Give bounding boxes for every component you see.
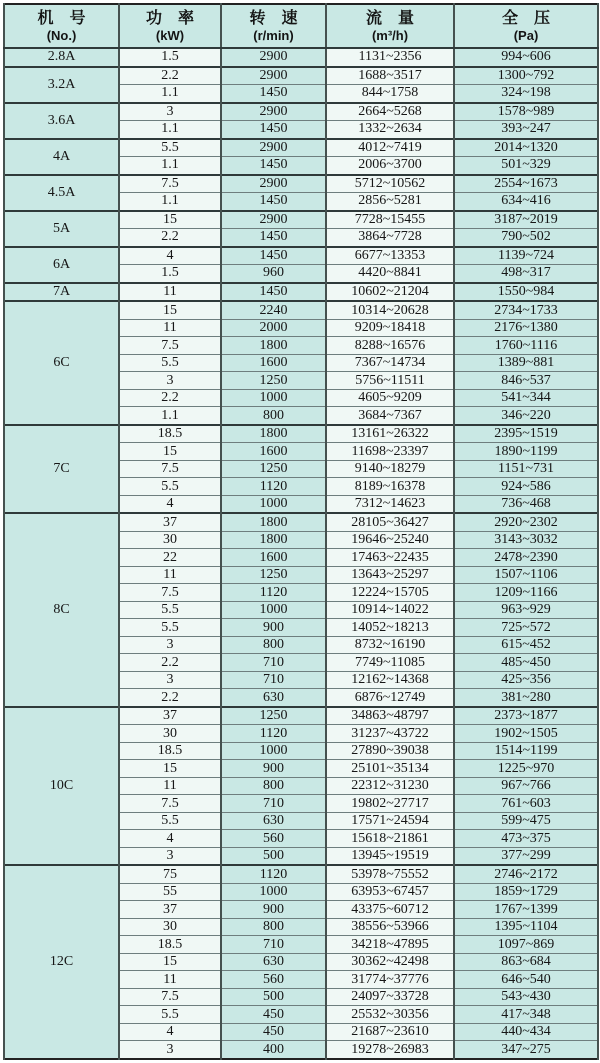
flow-cell: 2856~5281 <box>326 193 454 211</box>
power-cell: 15 <box>119 443 221 461</box>
flow-cell: 11698~23397 <box>326 443 454 461</box>
power-cell: 55 <box>119 883 221 901</box>
pressure-cell: 994~606 <box>454 48 598 67</box>
pressure-cell: 1151~731 <box>454 460 598 478</box>
power-cell: 7.5 <box>119 175 221 193</box>
power-cell: 5.5 <box>119 354 221 372</box>
speed-cell: 1450 <box>221 85 326 103</box>
model-cell: 3.2A <box>4 67 119 103</box>
power-cell: 11 <box>119 566 221 584</box>
power-cell: 5.5 <box>119 478 221 496</box>
pressure-cell: 440~434 <box>454 1023 598 1041</box>
pressure-cell: 498~317 <box>454 265 598 283</box>
table-row <box>4 865 598 883</box>
power-cell: 3 <box>119 671 221 689</box>
power-cell: 11 <box>119 283 221 302</box>
table-row <box>4 513 598 531</box>
pressure-cell: 2014~1320 <box>454 139 598 157</box>
model-cell: 10C <box>4 707 119 866</box>
speed-cell: 800 <box>221 918 326 936</box>
header-power-title: 功 率 <box>145 9 194 27</box>
flow-cell: 30362~42498 <box>326 953 454 971</box>
model-cell: 5A <box>4 211 119 247</box>
power-cell: 15 <box>119 953 221 971</box>
speed-cell: 1450 <box>221 193 326 211</box>
pressure-cell: 761~603 <box>454 795 598 813</box>
pressure-cell: 473~375 <box>454 830 598 848</box>
header-speed <box>221 4 326 48</box>
speed-cell: 2900 <box>221 103 326 121</box>
flow-cell: 38556~53966 <box>326 918 454 936</box>
flow-cell: 4012~7419 <box>326 139 454 157</box>
flow-cell: 3864~7728 <box>326 229 454 247</box>
flow-cell: 1688~3517 <box>326 67 454 85</box>
speed-cell: 900 <box>221 760 326 778</box>
flow-cell: 10314~20628 <box>326 301 454 319</box>
speed-cell: 1120 <box>221 584 326 602</box>
speed-cell: 2900 <box>221 211 326 229</box>
power-cell: 11 <box>119 319 221 337</box>
power-cell: 30 <box>119 531 221 549</box>
flow-cell: 34218~47895 <box>326 936 454 954</box>
pressure-cell: 846~537 <box>454 372 598 390</box>
model-cell: 2.8A <box>4 48 119 67</box>
power-cell: 18.5 <box>119 425 221 443</box>
pressure-cell: 646~540 <box>454 971 598 989</box>
power-cell: 30 <box>119 918 221 936</box>
pressure-cell: 1225~970 <box>454 760 598 778</box>
header-speed-unit: (r/min) <box>253 27 294 43</box>
speed-cell: 1000 <box>221 742 326 760</box>
power-cell: 2.2 <box>119 654 221 672</box>
flow-cell: 31774~37776 <box>326 971 454 989</box>
speed-cell: 900 <box>221 901 326 919</box>
header-pressure-title: 全 压 <box>501 9 550 27</box>
model-cell: 3.6A <box>4 103 119 139</box>
pressure-cell: 736~468 <box>454 495 598 513</box>
flow-cell: 31237~43722 <box>326 725 454 743</box>
flow-cell: 6677~13353 <box>326 247 454 265</box>
header-flow <box>326 4 454 48</box>
speed-cell: 1800 <box>221 337 326 355</box>
speed-cell: 1000 <box>221 389 326 407</box>
table-row <box>4 425 598 443</box>
speed-cell: 1250 <box>221 372 326 390</box>
pressure-cell: 2395~1519 <box>454 425 598 443</box>
speed-cell: 1600 <box>221 549 326 567</box>
speed-cell: 710 <box>221 795 326 813</box>
speed-cell: 1450 <box>221 121 326 139</box>
header-row <box>4 4 598 48</box>
flow-cell: 4420~8841 <box>326 265 454 283</box>
flow-cell: 10914~14022 <box>326 601 454 619</box>
flow-cell: 14052~18213 <box>326 619 454 637</box>
speed-cell: 1250 <box>221 707 326 725</box>
flow-cell: 53978~75552 <box>326 865 454 883</box>
pressure-cell: 1395~1104 <box>454 918 598 936</box>
speed-cell: 1800 <box>221 531 326 549</box>
flow-cell: 13643~25297 <box>326 566 454 584</box>
flow-cell: 22312~31230 <box>326 777 454 795</box>
table-row <box>4 175 598 193</box>
speed-cell: 1250 <box>221 566 326 584</box>
pressure-cell: 1767~1399 <box>454 901 598 919</box>
power-cell: 4 <box>119 247 221 265</box>
pressure-cell: 425~356 <box>454 671 598 689</box>
flow-cell: 13945~19519 <box>326 847 454 865</box>
power-cell: 4 <box>119 495 221 513</box>
pressure-cell: 1760~1116 <box>454 337 598 355</box>
flow-cell: 13161~26322 <box>326 425 454 443</box>
table-header <box>4 4 598 48</box>
speed-cell: 1450 <box>221 247 326 265</box>
pressure-cell: 2478~2390 <box>454 549 598 567</box>
pressure-cell: 1300~792 <box>454 67 598 85</box>
header-flow-title: 流 量 <box>365 9 414 27</box>
power-cell: 15 <box>119 760 221 778</box>
power-cell: 37 <box>119 513 221 531</box>
header-model <box>4 4 119 48</box>
power-cell: 75 <box>119 865 221 883</box>
header-pressure-unit: (Pa) <box>513 27 539 43</box>
pressure-cell: 790~502 <box>454 229 598 247</box>
pressure-cell: 2373~1877 <box>454 707 598 725</box>
speed-cell: 630 <box>221 953 326 971</box>
speed-cell: 1120 <box>221 725 326 743</box>
pressure-cell: 634~416 <box>454 193 598 211</box>
flow-cell: 2664~5268 <box>326 103 454 121</box>
speed-cell: 710 <box>221 671 326 689</box>
pressure-cell: 1389~881 <box>454 354 598 372</box>
power-cell: 2.2 <box>119 229 221 247</box>
table-row <box>4 48 598 67</box>
speed-cell: 1450 <box>221 283 326 302</box>
table-body <box>4 48 598 1059</box>
power-cell: 1.1 <box>119 121 221 139</box>
power-cell: 2.2 <box>119 67 221 85</box>
flow-cell: 5756~11511 <box>326 372 454 390</box>
flow-cell: 6876~12749 <box>326 689 454 707</box>
flow-cell: 844~1758 <box>326 85 454 103</box>
speed-cell: 2900 <box>221 48 326 67</box>
header-model-title: 机 号 <box>37 9 86 27</box>
pressure-cell: 2554~1673 <box>454 175 598 193</box>
speed-cell: 450 <box>221 1023 326 1041</box>
speed-cell: 1120 <box>221 865 326 883</box>
power-cell: 5.5 <box>119 601 221 619</box>
pressure-cell: 725~572 <box>454 619 598 637</box>
pressure-cell: 541~344 <box>454 389 598 407</box>
speed-cell: 900 <box>221 619 326 637</box>
speed-cell: 1250 <box>221 460 326 478</box>
speed-cell: 2900 <box>221 139 326 157</box>
power-cell: 3 <box>119 636 221 654</box>
power-cell: 3 <box>119 1041 221 1059</box>
flow-cell: 19278~26983 <box>326 1041 454 1059</box>
power-cell: 18.5 <box>119 742 221 760</box>
pressure-cell: 2176~1380 <box>454 319 598 337</box>
pressure-cell: 324~198 <box>454 85 598 103</box>
pressure-cell: 2734~1733 <box>454 301 598 319</box>
header-model-unit: (No.) <box>46 27 77 43</box>
flow-cell: 34863~48797 <box>326 707 454 725</box>
header-power-unit: (kW) <box>155 27 185 43</box>
pressure-cell: 1097~869 <box>454 936 598 954</box>
fan-spec-table <box>3 3 599 1060</box>
power-cell: 37 <box>119 901 221 919</box>
power-cell: 11 <box>119 777 221 795</box>
speed-cell: 500 <box>221 847 326 865</box>
power-cell: 3 <box>119 847 221 865</box>
flow-cell: 19802~27717 <box>326 795 454 813</box>
flow-cell: 3684~7367 <box>326 407 454 425</box>
pressure-cell: 1578~989 <box>454 103 598 121</box>
power-cell: 1.5 <box>119 48 221 67</box>
flow-cell: 28105~36427 <box>326 513 454 531</box>
model-cell: 4A <box>4 139 119 175</box>
flow-cell: 21687~23610 <box>326 1023 454 1041</box>
power-cell: 2.2 <box>119 689 221 707</box>
power-cell: 2.2 <box>119 389 221 407</box>
speed-cell: 2900 <box>221 67 326 85</box>
power-cell: 11 <box>119 971 221 989</box>
flow-cell: 25101~35134 <box>326 760 454 778</box>
pressure-cell: 599~475 <box>454 812 598 830</box>
pressure-cell: 1902~1505 <box>454 725 598 743</box>
flow-cell: 5712~10562 <box>326 175 454 193</box>
pressure-cell: 3143~3032 <box>454 531 598 549</box>
model-cell: 7C <box>4 425 119 514</box>
power-cell: 7.5 <box>119 337 221 355</box>
power-cell: 5.5 <box>119 619 221 637</box>
power-cell: 1.1 <box>119 157 221 175</box>
speed-cell: 1450 <box>221 229 326 247</box>
flow-cell: 12224~15705 <box>326 584 454 602</box>
pressure-cell: 1890~1199 <box>454 443 598 461</box>
model-cell: 8C <box>4 513 119 707</box>
pressure-cell: 1507~1106 <box>454 566 598 584</box>
speed-cell: 2000 <box>221 319 326 337</box>
flow-cell: 9209~18418 <box>326 319 454 337</box>
flow-cell: 8732~16190 <box>326 636 454 654</box>
pressure-cell: 2746~2172 <box>454 865 598 883</box>
pressure-cell: 615~452 <box>454 636 598 654</box>
flow-cell: 15618~21861 <box>326 830 454 848</box>
speed-cell: 500 <box>221 988 326 1006</box>
pressure-cell: 1139~724 <box>454 247 598 265</box>
speed-cell: 1120 <box>221 478 326 496</box>
speed-cell: 710 <box>221 654 326 672</box>
power-cell: 7.5 <box>119 460 221 478</box>
power-cell: 5.5 <box>119 139 221 157</box>
power-cell: 4 <box>119 830 221 848</box>
flow-cell: 2006~3700 <box>326 157 454 175</box>
speed-cell: 1600 <box>221 354 326 372</box>
pressure-cell: 543~430 <box>454 988 598 1006</box>
pressure-cell: 2920~2302 <box>454 513 598 531</box>
flow-cell: 25532~30356 <box>326 1006 454 1024</box>
power-cell: 1.5 <box>119 265 221 283</box>
power-cell: 5.5 <box>119 1006 221 1024</box>
pressure-cell: 1514~1199 <box>454 742 598 760</box>
pressure-cell: 967~766 <box>454 777 598 795</box>
speed-cell: 560 <box>221 971 326 989</box>
power-cell: 1.1 <box>119 193 221 211</box>
speed-cell: 1000 <box>221 883 326 901</box>
power-cell: 15 <box>119 211 221 229</box>
flow-cell: 27890~39038 <box>326 742 454 760</box>
power-cell: 37 <box>119 707 221 725</box>
pressure-cell: 1859~1729 <box>454 883 598 901</box>
flow-cell: 17571~24594 <box>326 812 454 830</box>
table-row <box>4 103 598 121</box>
pressure-cell: 924~586 <box>454 478 598 496</box>
speed-cell: 1800 <box>221 513 326 531</box>
header-power <box>119 4 221 48</box>
power-cell: 7.5 <box>119 988 221 1006</box>
speed-cell: 1000 <box>221 495 326 513</box>
table-row <box>4 283 598 302</box>
header-pressure <box>454 4 598 48</box>
flow-cell: 63953~67457 <box>326 883 454 901</box>
speed-cell: 450 <box>221 1006 326 1024</box>
pressure-cell: 393~247 <box>454 121 598 139</box>
flow-cell: 24097~33728 <box>326 988 454 1006</box>
flow-cell: 7367~14734 <box>326 354 454 372</box>
flow-cell: 19646~25240 <box>326 531 454 549</box>
speed-cell: 630 <box>221 812 326 830</box>
model-cell: 4.5A <box>4 175 119 211</box>
table-row <box>4 139 598 157</box>
flow-cell: 1131~2356 <box>326 48 454 67</box>
power-cell: 5.5 <box>119 812 221 830</box>
speed-cell: 800 <box>221 777 326 795</box>
pressure-cell: 485~450 <box>454 654 598 672</box>
speed-cell: 960 <box>221 265 326 283</box>
flow-cell: 7312~14623 <box>326 495 454 513</box>
flow-cell: 8288~16576 <box>326 337 454 355</box>
power-cell: 1.1 <box>119 407 221 425</box>
power-cell: 4 <box>119 1023 221 1041</box>
speed-cell: 1800 <box>221 425 326 443</box>
flow-cell: 4605~9209 <box>326 389 454 407</box>
speed-cell: 400 <box>221 1041 326 1059</box>
power-cell: 30 <box>119 725 221 743</box>
speed-cell: 2900 <box>221 175 326 193</box>
flow-cell: 8189~16378 <box>326 478 454 496</box>
pressure-cell: 501~329 <box>454 157 598 175</box>
speed-cell: 710 <box>221 936 326 954</box>
table-row <box>4 301 598 319</box>
model-cell: 7A <box>4 283 119 302</box>
pressure-cell: 347~275 <box>454 1041 598 1059</box>
flow-cell: 9140~18279 <box>326 460 454 478</box>
speed-cell: 2240 <box>221 301 326 319</box>
power-cell: 15 <box>119 301 221 319</box>
flow-cell: 7728~15455 <box>326 211 454 229</box>
pressure-cell: 417~348 <box>454 1006 598 1024</box>
power-cell: 1.1 <box>119 85 221 103</box>
table-row <box>4 67 598 85</box>
flow-cell: 1332~2634 <box>326 121 454 139</box>
header-speed-title: 转 速 <box>249 9 298 27</box>
flow-cell: 12162~14368 <box>326 671 454 689</box>
pressure-cell: 346~220 <box>454 407 598 425</box>
model-cell: 12C <box>4 865 119 1059</box>
model-cell: 6C <box>4 301 119 425</box>
pressure-cell: 1209~1166 <box>454 584 598 602</box>
pressure-cell: 377~299 <box>454 847 598 865</box>
model-cell: 6A <box>4 247 119 283</box>
table-row <box>4 247 598 265</box>
table-row <box>4 707 598 725</box>
power-cell: 22 <box>119 549 221 567</box>
flow-cell: 10602~21204 <box>326 283 454 302</box>
speed-cell: 1600 <box>221 443 326 461</box>
pressure-cell: 1550~984 <box>454 283 598 302</box>
speed-cell: 1450 <box>221 157 326 175</box>
speed-cell: 630 <box>221 689 326 707</box>
flow-cell: 17463~22435 <box>326 549 454 567</box>
pressure-cell: 963~929 <box>454 601 598 619</box>
table-row <box>4 211 598 229</box>
power-cell: 7.5 <box>119 584 221 602</box>
speed-cell: 800 <box>221 636 326 654</box>
header-flow-unit: (m³/h) <box>371 27 409 43</box>
speed-cell: 800 <box>221 407 326 425</box>
pressure-cell: 381~280 <box>454 689 598 707</box>
power-cell: 3 <box>119 103 221 121</box>
pressure-cell: 3187~2019 <box>454 211 598 229</box>
pressure-cell: 863~684 <box>454 953 598 971</box>
power-cell: 3 <box>119 372 221 390</box>
flow-cell: 7749~11085 <box>326 654 454 672</box>
speed-cell: 1000 <box>221 601 326 619</box>
speed-cell: 560 <box>221 830 326 848</box>
flow-cell: 43375~60712 <box>326 901 454 919</box>
power-cell: 7.5 <box>119 795 221 813</box>
power-cell: 18.5 <box>119 936 221 954</box>
